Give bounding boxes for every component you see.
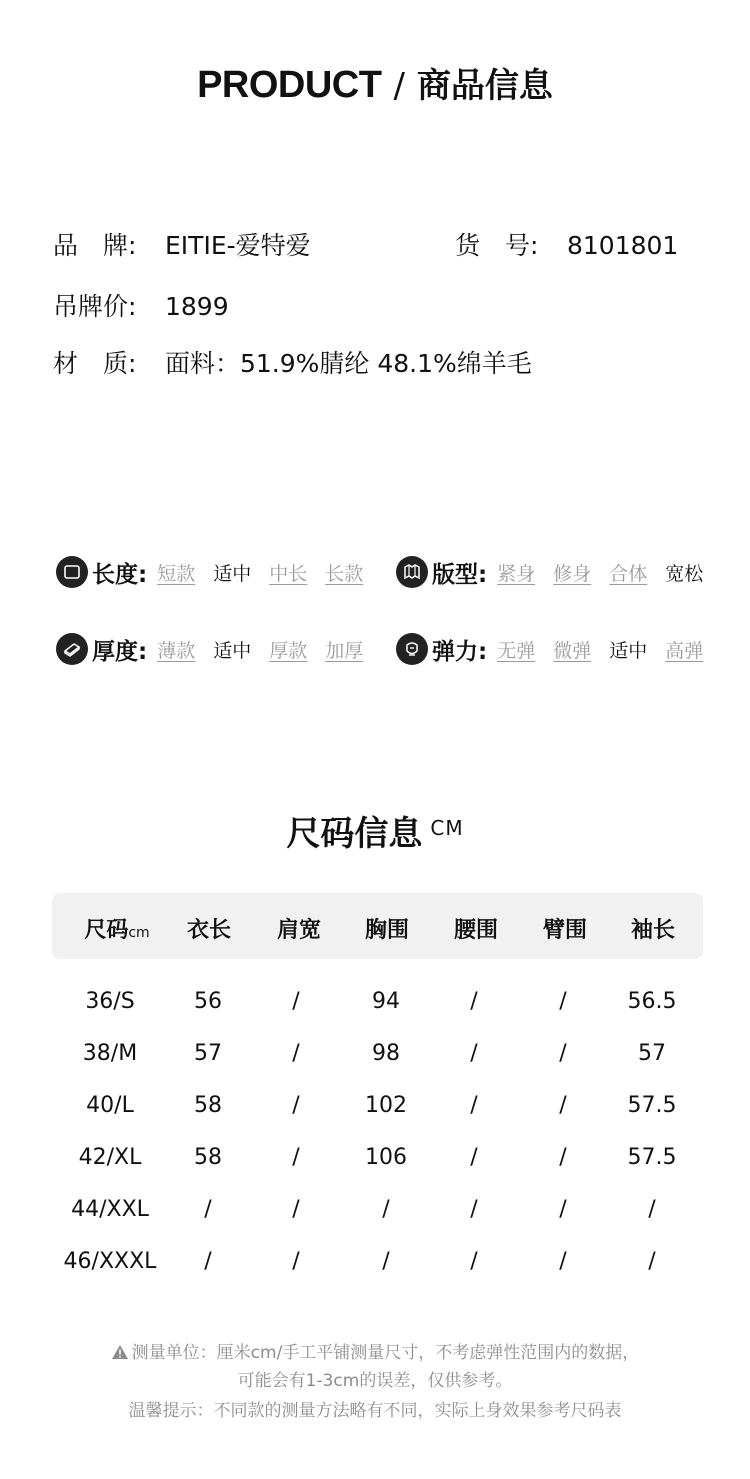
thickness-icon [56, 633, 88, 665]
size-table-header [52, 893, 703, 959]
attr-length [56, 555, 363, 589]
attr-fit-option: 紧身 [497, 562, 536, 585]
note-text-1: 测量单位：厘米cm/手工平铺测量尺寸，不考虑弹性范围内的数据， [131, 1343, 640, 1363]
size-label-cell: 44/XXL [71, 1197, 149, 1222]
table-cell: 98 [372, 1041, 400, 1066]
attr-length-option: 长款 [325, 562, 364, 585]
attr-elasticity-name: 弹力: [432, 638, 488, 665]
attr-thickness-option: 厚款 [269, 639, 308, 662]
table-cell: / [382, 1197, 390, 1222]
brand-value: EITIE-爱特爱 [165, 231, 311, 260]
table-cell: / [470, 989, 478, 1014]
size-label-cell: 46/XXXL [63, 1249, 157, 1274]
table-cell: / [470, 1197, 478, 1222]
table-cell: / [470, 1145, 478, 1170]
attr-length-option: 短款 [157, 562, 196, 585]
note-line-3: 温馨提示：不同款的测量方法略有不同，实际上身效果参考尺码表 [128, 1401, 622, 1421]
table-cell: / [559, 1197, 567, 1222]
attr-fit-option: 修身 [553, 562, 592, 585]
table-cell: / [382, 1249, 390, 1274]
title-cn: 商品信息 [416, 66, 553, 106]
table-cell: / [292, 1145, 300, 1170]
table-cell: / [292, 1041, 300, 1066]
attr-elasticity-option: 无弹 [497, 639, 536, 662]
attr-thickness-option: 薄款 [157, 639, 196, 662]
price-value: 1899 [165, 292, 229, 321]
attr-length-option: 适中 [213, 562, 252, 585]
attr-length-option: 中长 [269, 562, 308, 585]
table-cell: 102 [365, 1093, 407, 1118]
warning-icon [111, 1344, 129, 1360]
attr-fit-option: 合体 [609, 562, 648, 585]
size-info-heading: 尺码信息 [286, 814, 423, 854]
table-cell: / [470, 1093, 478, 1118]
table-cell: / [559, 989, 567, 1014]
table-cell: / [292, 1249, 300, 1274]
material-row [53, 344, 532, 380]
note-line-1 [0, 1338, 750, 1363]
material-label: 材 质: [53, 349, 137, 378]
table-cell: / [470, 1041, 478, 1066]
title-separator: / [393, 66, 405, 106]
table-cell: 57.5 [627, 1093, 677, 1118]
size-info-title [0, 806, 750, 855]
attr-fit-name: 版型: [432, 561, 488, 588]
table-cell: / [470, 1249, 478, 1274]
header-cell: 臂围 [542, 918, 587, 943]
table-cell: 106 [365, 1145, 407, 1170]
table-cell: 58 [194, 1093, 222, 1118]
table-cell: / [559, 1041, 567, 1066]
attr-thickness-name: 厚度: [92, 638, 148, 665]
table-cell: 58 [194, 1145, 222, 1170]
attr-length-name: 长度: [92, 561, 148, 588]
size-label-cell: 38/M [82, 1041, 138, 1066]
size-label-cell: 36/S [85, 989, 135, 1014]
price-label: 吊牌价: [53, 292, 137, 321]
attr-elasticity-option: 微弹 [553, 639, 592, 662]
attr-fit-option: 宽松 [665, 562, 704, 585]
page-title [0, 58, 750, 107]
attr-thickness-option: 加厚 [325, 639, 364, 662]
attr-thickness [56, 632, 363, 666]
fit-icon [396, 556, 428, 588]
elasticity-icon [396, 633, 428, 665]
size-label-cell: 40/L [86, 1093, 134, 1118]
table-cell: / [292, 1093, 300, 1118]
sku-row [455, 226, 678, 262]
brand-label: 品 牌: [53, 231, 137, 260]
title-en: PRODUCT [197, 64, 382, 106]
header-cell: 腰围 [453, 918, 498, 943]
header-cell: 肩宽 [276, 918, 321, 943]
table-cell: / [559, 1145, 567, 1170]
table-cell: / [292, 989, 300, 1014]
table-cell: 57 [194, 1041, 222, 1066]
size-info-unit: CM [430, 816, 464, 840]
material-value: 面料：51.9%腈纶 48.1%绵羊毛 [165, 349, 532, 378]
attr-elasticity-option: 适中 [609, 639, 648, 662]
header-cell: 尺码cm [84, 918, 150, 943]
brand-row [53, 226, 311, 262]
table-cell: 56.5 [627, 989, 677, 1014]
attr-elasticity [396, 632, 703, 666]
attr-fit [396, 555, 703, 589]
size-label-cell: 42/XL [78, 1145, 142, 1170]
sku-value: 8101801 [567, 231, 679, 260]
table-cell: / [204, 1249, 212, 1274]
header-cell: 胸围 [364, 918, 409, 943]
table-cell: / [559, 1093, 567, 1118]
table-cell: / [292, 1197, 300, 1222]
table-cell: / [648, 1197, 656, 1222]
header-cell: 衣长 [186, 918, 231, 943]
table-cell: / [648, 1249, 656, 1274]
note-line-2: 可能会有1-3cm的误差，仅供参考。 [237, 1371, 513, 1391]
header-cell: 袖长 [630, 918, 675, 943]
length-icon [56, 556, 88, 588]
attr-elasticity-option: 高弹 [665, 639, 704, 662]
table-cell: 94 [372, 989, 400, 1014]
attr-thickness-option: 适中 [213, 639, 252, 662]
price-row [53, 287, 229, 323]
table-cell: / [559, 1249, 567, 1274]
table-cell: 57.5 [627, 1145, 677, 1170]
table-cell: / [204, 1197, 212, 1222]
table-cell: 56 [194, 989, 222, 1014]
table-cell: 57 [638, 1041, 666, 1066]
sku-label: 货 号: [455, 231, 539, 260]
